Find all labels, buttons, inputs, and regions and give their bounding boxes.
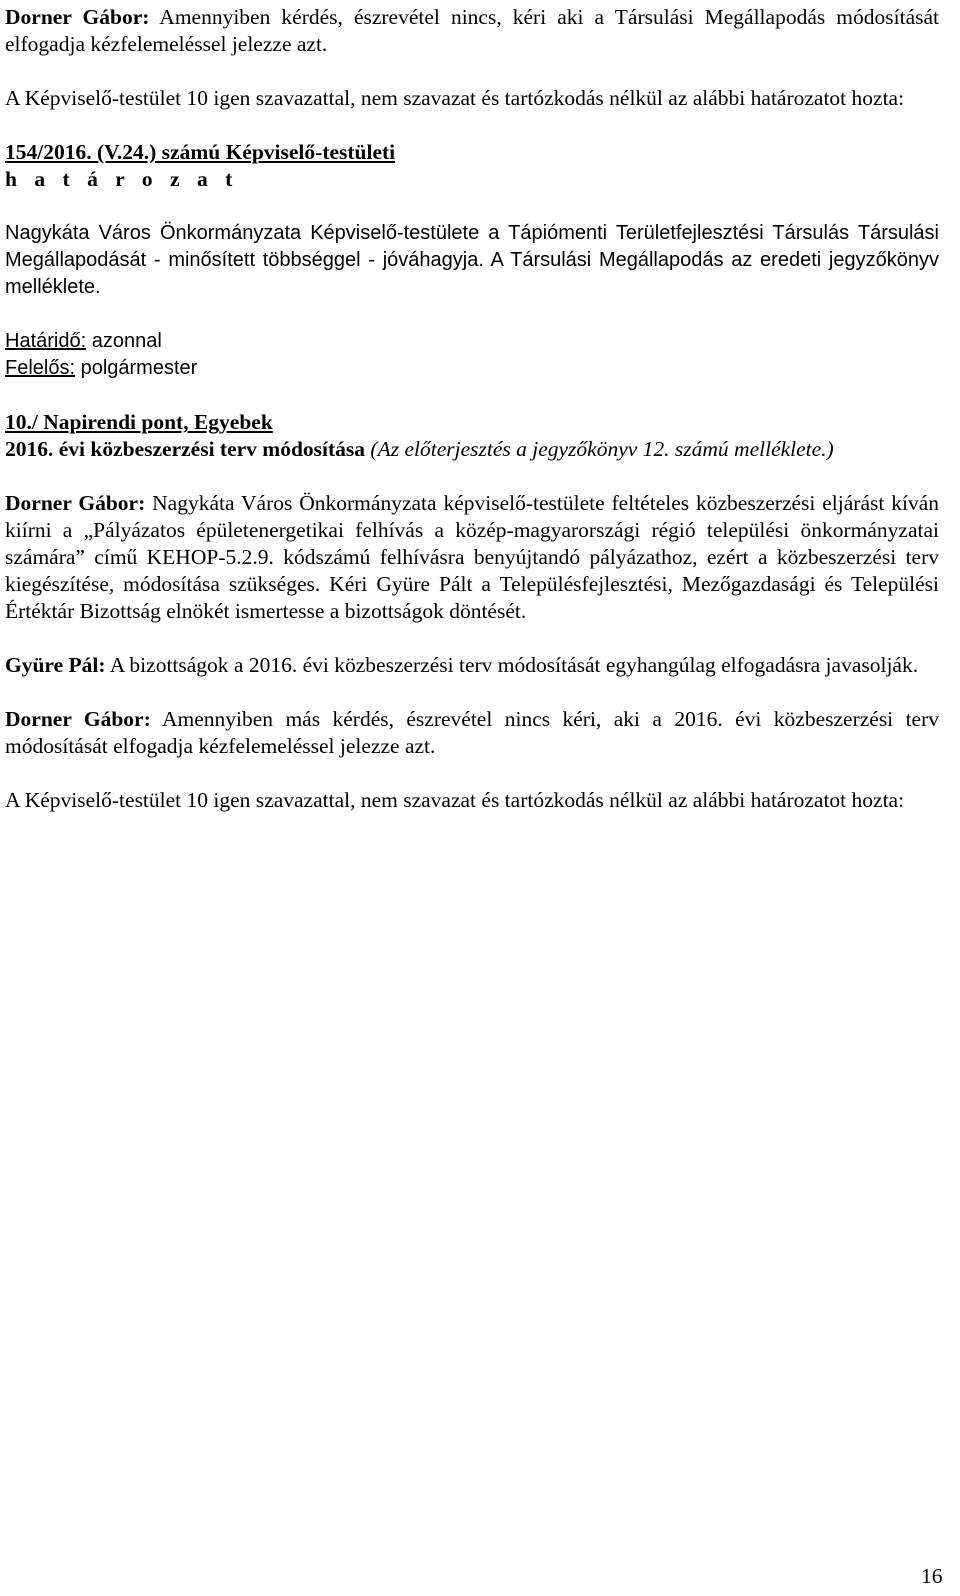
agenda-subject (5, 436, 939, 463)
paragraph-text: Nagykáta Város Önkormányzata képviselő-testülete feltételes közbeszerzési eljárást kíván kiírni a „Pályázatos épületenergetikai felhívás a közép-magyarországi régió települési önkormányzatai számára” című KEHOP-5.2.9. kódszámú felhívásra benyújtandó pályázathoz, ezért a közbeszerzési terv kiegészítése, módosítása szükséges. Kéri Gyüre Pált a Településfejlesztési, Mezőgazdasági és Települési Értéktár Bizottság elnökét ismertesse a bizottságok döntését. (5, 491, 939, 623)
vote-statement-1: A Képviselő-testület 10 igen szavazattal, nem szavazat és tartózkodás nélkül az alábbi határozatot hozta: (5, 86, 905, 110)
speaker-name: Dorner Gábor: (5, 707, 151, 731)
resolution-subtitle: h a t á r o z a t (5, 167, 239, 191)
deadline-label: Határidő: (5, 330, 87, 352)
paragraph-dorner-2 (5, 490, 939, 625)
resolution-body: Nagykáta Város Önkormányzata Képviselő-testülete a Tápiómenti Területfejlesztési Társulás Társulási Megállapodását - minősített többséggel - jóváhagyja. A Társulási Megállapodás az eredeti jegyzőkönyv melléklete. (5, 222, 939, 298)
resolution-responsible (5, 355, 939, 382)
resolution-deadline (5, 328, 939, 355)
speaker-name: Dorner Gábor: (5, 491, 146, 515)
agenda-heading: 10./ Napirendi pont, Egyebek (5, 410, 273, 434)
paragraph-dorner-3 (5, 706, 939, 760)
vote-statement-2: A Képviselő-testület 10 igen szavazattal, nem szavazat és tartózkodás nélkül az alábbi határozatot hozta: (5, 788, 905, 812)
resolution-title: 154/2016. (V.24.) számú Képviselő-testületi (5, 140, 396, 164)
responsible-label: Felelős: (5, 357, 76, 379)
responsible-value: polgármester (75, 357, 198, 379)
paragraph-gyure (5, 652, 939, 679)
paragraph-text: Amennyiben kérdés, észrevétel nincs, kéri aki a Társulási Megállapodás módosítását elfogadja kézfelemeléssel jelezze azt. (5, 5, 939, 56)
agenda-subject-note: (Az előterjesztés a jegyzőkönyv 12. számú melléklete.) (365, 437, 834, 461)
paragraph-text: Amennyiben más kérdés, észrevétel nincs kéri, aki a 2016. évi közbeszerzési terv módosítását elfogadja kézfelemeléssel jelezze azt. (5, 707, 939, 758)
speaker-name: Dorner Gábor: (5, 5, 150, 29)
document-page (5, 4, 939, 814)
page-number: 16 (921, 1564, 943, 1588)
paragraph-dorner-1 (5, 4, 939, 58)
paragraph-text: A bizottságok a 2016. évi közbeszerzési terv módosítását egyhangúlag elfogadásra javasolják. (105, 653, 919, 677)
deadline-value: azonnal (86, 330, 162, 352)
speaker-name: Gyüre Pál: (5, 653, 106, 677)
agenda-subject-title: 2016. évi közbeszerzési terv módosítása (5, 437, 366, 461)
